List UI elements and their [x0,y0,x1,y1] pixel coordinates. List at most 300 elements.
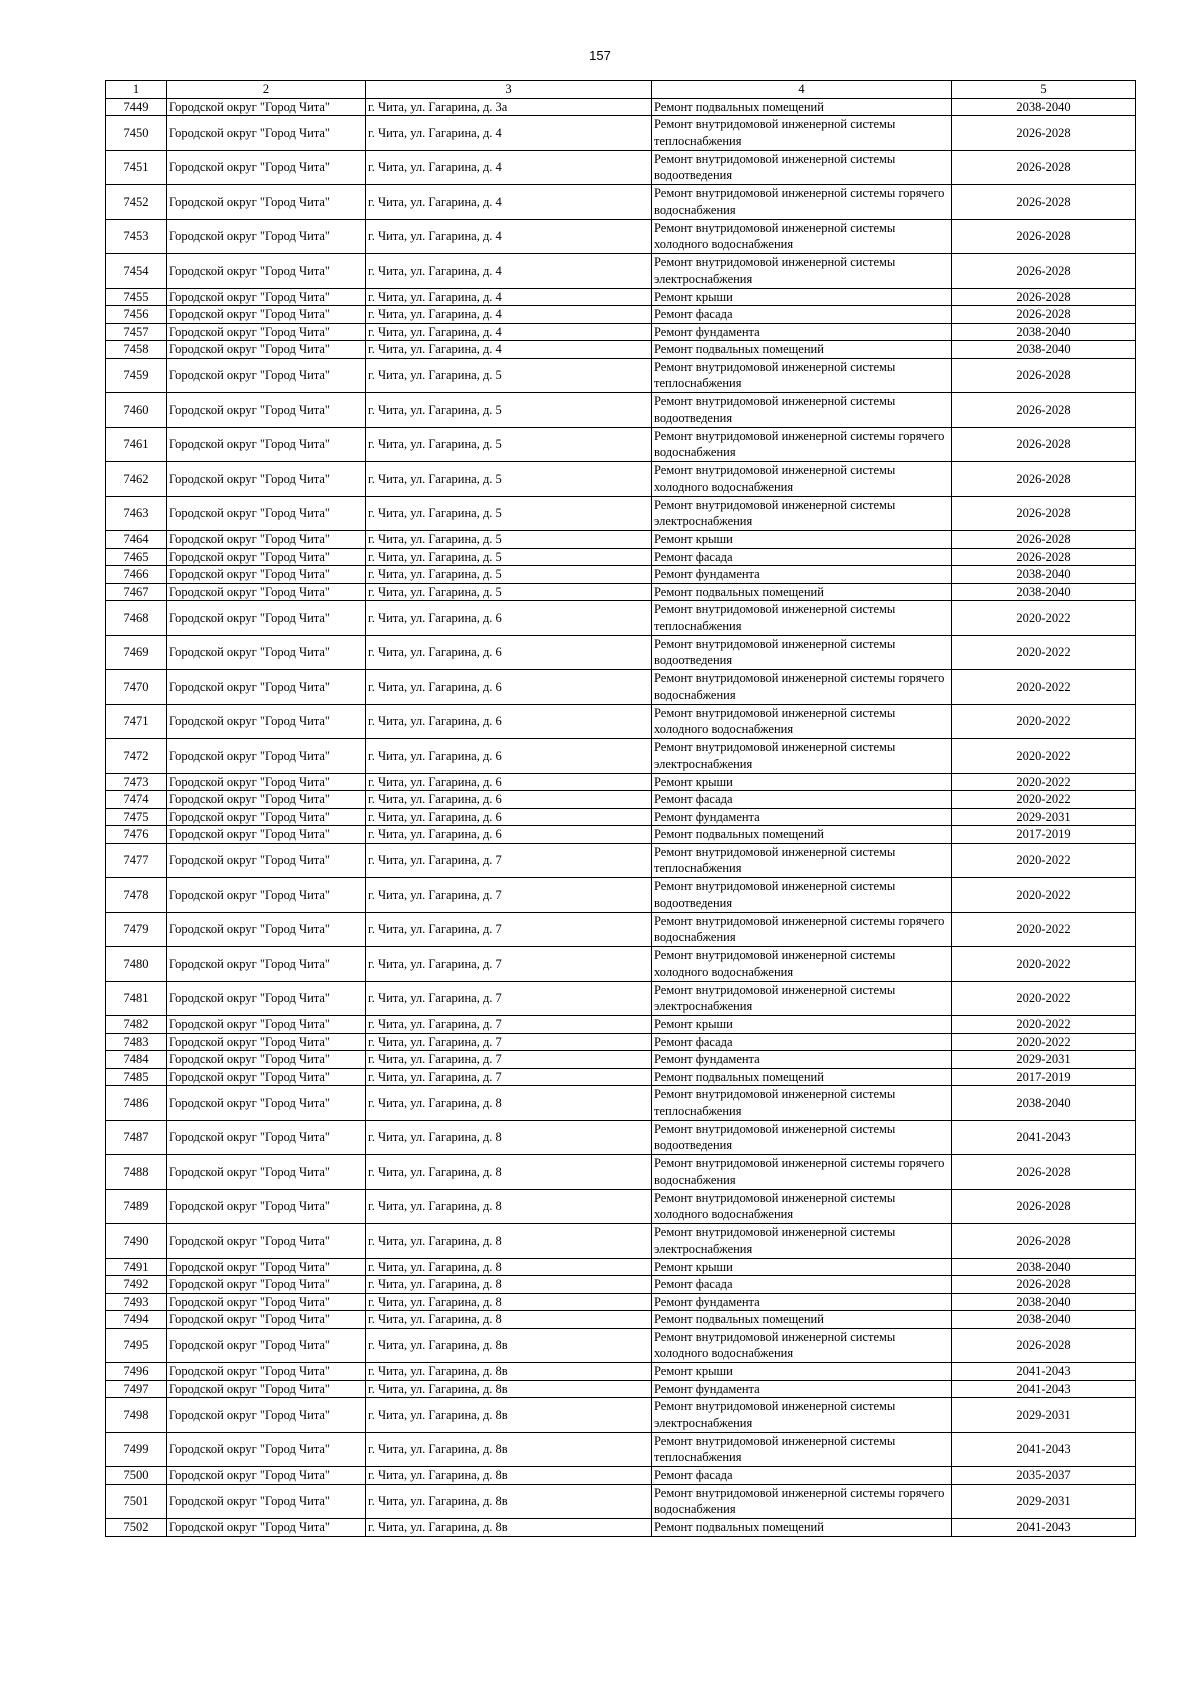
work-type-cell: Ремонт фасада [652,791,952,809]
row-number-cell: 7470 [106,670,167,705]
period-cell: 2026-2028 [952,116,1136,151]
work-type-cell: Ремонт внутридомовой инженерной системы теплоснабжения [652,601,952,636]
work-type-cell: Ремонт внутридомовой инженерной системы теплоснабжения [652,358,952,393]
municipality-cell: Городской округ "Город Чита" [167,1189,366,1224]
municipality-cell: Городской округ "Город Чита" [167,531,366,549]
work-type-cell: Ремонт внутридомовой инженерной системы электроснабжения [652,739,952,774]
municipality-cell: Городской округ "Город Чита" [167,1432,366,1467]
row-number-cell: 7493 [106,1293,167,1311]
municipality-cell: Городской округ "Город Чита" [167,704,366,739]
table-row [106,1432,1136,1467]
table-row [106,947,1136,982]
address-cell: г. Чита, ул. Гагарина, д. 7 [366,912,652,947]
municipality-cell: Городской округ "Город Чита" [167,288,366,306]
municipality-cell: Городской округ "Город Чита" [167,773,366,791]
period-cell: 2026-2028 [952,548,1136,566]
period-cell: 2026-2028 [952,358,1136,393]
row-number-cell: 7485 [106,1068,167,1086]
row-number-cell: 7486 [106,1086,167,1121]
work-type-cell: Ремонт внутридомовой инженерной системы водоотведения [652,635,952,670]
row-number-cell: 7492 [106,1276,167,1294]
municipality-cell: Городской округ "Город Чита" [167,566,366,584]
address-cell: г. Чита, ул. Гагарина, д. 8в [366,1380,652,1398]
row-number-cell: 7474 [106,791,167,809]
municipality-cell: Городской округ "Город Чита" [167,912,366,947]
period-cell: 2017-2019 [952,826,1136,844]
period-cell: 2026-2028 [952,1189,1136,1224]
period-cell: 2029-2031 [952,1484,1136,1519]
period-cell: 2041-2043 [952,1120,1136,1155]
work-type-cell: Ремонт фасада [652,1276,952,1294]
row-number-cell: 7471 [106,704,167,739]
capital-repair-table [105,80,1136,1537]
address-cell: г. Чита, ул. Гагарина, д. 7 [366,947,652,982]
row-number-cell: 7500 [106,1467,167,1485]
address-cell: г. Чита, ул. Гагарина, д. 4 [366,288,652,306]
work-type-cell: Ремонт внутридомовой инженерной системы холодного водоснабжения [652,219,952,254]
address-cell: г. Чита, ул. Гагарина, д. 5 [366,531,652,549]
row-number-cell: 7482 [106,1016,167,1034]
table-row [106,1380,1136,1398]
period-cell: 2026-2028 [952,254,1136,289]
row-number-cell: 7496 [106,1363,167,1381]
address-cell: г. Чита, ул. Гагарина, д. 6 [366,704,652,739]
work-type-cell: Ремонт фундамента [652,323,952,341]
address-cell: г. Чита, ул. Гагарина, д. 8 [366,1155,652,1190]
address-cell: г. Чита, ул. Гагарина, д. 8 [366,1311,652,1329]
address-cell: г. Чита, ул. Гагарина, д. 8 [366,1276,652,1294]
address-cell: г. Чита, ул. Гагарина, д. 5 [366,583,652,601]
address-cell: г. Чита, ул. Гагарина, д. 4 [366,306,652,324]
municipality-cell: Городской округ "Город Чита" [167,254,366,289]
work-type-cell: Ремонт внутридомовой инженерной системы теплоснабжения [652,1432,952,1467]
period-cell: 2026-2028 [952,219,1136,254]
municipality-cell: Городской округ "Город Чита" [167,427,366,462]
municipality-cell: Городской округ "Город Чита" [167,306,366,324]
row-number-cell: 7463 [106,496,167,531]
table-row [106,1016,1136,1034]
table-row [106,1484,1136,1519]
table-row [106,150,1136,185]
period-cell: 2020-2022 [952,878,1136,913]
row-number-cell: 7455 [106,288,167,306]
table-row [106,1276,1136,1294]
municipality-cell: Городской округ "Город Чита" [167,1258,366,1276]
table-body [106,98,1136,1536]
municipality-cell: Городской округ "Город Чита" [167,583,366,601]
work-type-cell: Ремонт подвальных помещений [652,341,952,359]
municipality-cell: Городской округ "Город Чита" [167,826,366,844]
row-number-cell: 7476 [106,826,167,844]
row-number-cell: 7472 [106,739,167,774]
work-type-cell: Ремонт фундамента [652,808,952,826]
work-type-cell: Ремонт внутридомовой инженерной системы холодного водоснабжения [652,1328,952,1363]
address-cell: г. Чита, ул. Гагарина, д. 8в [366,1484,652,1519]
row-number-cell: 7501 [106,1484,167,1519]
table-row [106,288,1136,306]
work-type-cell: Ремонт крыши [652,1363,952,1381]
work-type-cell: Ремонт крыши [652,1016,952,1034]
period-cell: 2026-2028 [952,1328,1136,1363]
municipality-cell: Городской округ "Город Чита" [167,393,366,428]
period-cell: 2041-2043 [952,1519,1136,1537]
period-cell: 2026-2028 [952,288,1136,306]
row-number-cell: 7466 [106,566,167,584]
table-row [106,341,1136,359]
work-type-cell: Ремонт внутридомовой инженерной системы водоотведения [652,878,952,913]
address-cell: г. Чита, ул. Гагарина, д. 7 [366,1051,652,1069]
municipality-cell: Городской округ "Город Чита" [167,1155,366,1190]
table-row [106,826,1136,844]
work-type-cell: Ремонт внутридомовой инженерной системы теплоснабжения [652,843,952,878]
column-header-1: 1 [106,81,167,99]
municipality-cell: Городской округ "Город Чита" [167,1311,366,1329]
row-number-cell: 7490 [106,1224,167,1259]
row-number-cell: 7479 [106,912,167,947]
row-number-cell: 7480 [106,947,167,982]
table-row [106,1068,1136,1086]
municipality-cell: Городской округ "Город Чита" [167,98,366,116]
row-number-cell: 7497 [106,1380,167,1398]
table-row [106,254,1136,289]
address-cell: г. Чита, ул. Гагарина, д. 4 [366,341,652,359]
address-cell: г. Чита, ул. Гагарина, д. 4 [366,150,652,185]
address-cell: г. Чита, ул. Гагарина, д. 7 [366,1068,652,1086]
municipality-cell: Городской округ "Город Чита" [167,185,366,220]
row-number-cell: 7495 [106,1328,167,1363]
address-cell: г. Чита, ул. Гагарина, д. 3а [366,98,652,116]
table-row [106,306,1136,324]
address-cell: г. Чита, ул. Гагарина, д. 5 [366,496,652,531]
municipality-cell: Городской округ "Город Чита" [167,1033,366,1051]
row-number-cell: 7502 [106,1519,167,1537]
work-type-cell: Ремонт подвальных помещений [652,98,952,116]
table-row [106,548,1136,566]
work-type-cell: Ремонт внутридомовой инженерной системы холодного водоснабжения [652,947,952,982]
period-cell: 2038-2040 [952,1311,1136,1329]
municipality-cell: Городской округ "Город Чита" [167,1467,366,1485]
address-cell: г. Чита, ул. Гагарина, д. 6 [366,739,652,774]
work-type-cell: Ремонт фундамента [652,566,952,584]
row-number-cell: 7494 [106,1311,167,1329]
address-cell: г. Чита, ул. Гагарина, д. 8 [366,1224,652,1259]
work-type-cell: Ремонт подвальных помещений [652,583,952,601]
municipality-cell: Городской округ "Город Чита" [167,1068,366,1086]
period-cell: 2038-2040 [952,1086,1136,1121]
address-cell: г. Чита, ул. Гагарина, д. 5 [366,358,652,393]
address-cell: г. Чита, ул. Гагарина, д. 8 [366,1086,652,1121]
municipality-cell: Городской округ "Город Чита" [167,1086,366,1121]
address-cell: г. Чита, ул. Гагарина, д. 5 [366,462,652,497]
address-cell: г. Чита, ул. Гагарина, д. 6 [366,601,652,636]
period-cell: 2020-2022 [952,704,1136,739]
address-cell: г. Чита, ул. Гагарина, д. 5 [366,427,652,462]
municipality-cell: Городской округ "Город Чита" [167,1224,366,1259]
header-row [106,81,1136,99]
address-cell: г. Чита, ул. Гагарина, д. 7 [366,1016,652,1034]
period-cell: 2020-2022 [952,912,1136,947]
table-row [106,635,1136,670]
row-number-cell: 7464 [106,531,167,549]
table-row [106,219,1136,254]
work-type-cell: Ремонт внутридомовой инженерной системы горячего водоснабжения [652,185,952,220]
row-number-cell: 7498 [106,1398,167,1433]
work-type-cell: Ремонт внутридомовой инженерной системы электроснабжения [652,254,952,289]
work-type-cell: Ремонт крыши [652,531,952,549]
address-cell: г. Чита, ул. Гагарина, д. 7 [366,981,652,1016]
address-cell: г. Чита, ул. Гагарина, д. 8в [366,1432,652,1467]
municipality-cell: Городской округ "Город Чита" [167,1016,366,1034]
address-cell: г. Чита, ул. Гагарина, д. 6 [366,826,652,844]
table-row [106,1120,1136,1155]
work-type-cell: Ремонт фасада [652,1033,952,1051]
row-number-cell: 7469 [106,635,167,670]
row-number-cell: 7483 [106,1033,167,1051]
municipality-cell: Городской округ "Город Чита" [167,548,366,566]
row-number-cell: 7451 [106,150,167,185]
municipality-cell: Городской округ "Город Чита" [167,358,366,393]
table-row [106,843,1136,878]
row-number-cell: 7467 [106,583,167,601]
address-cell: г. Чита, ул. Гагарина, д. 6 [366,808,652,826]
row-number-cell: 7487 [106,1120,167,1155]
table-row [106,1363,1136,1381]
table-row [106,1224,1136,1259]
column-header-5: 5 [952,81,1136,99]
period-cell: 2020-2022 [952,947,1136,982]
period-cell: 2026-2028 [952,1276,1136,1294]
period-cell: 2026-2028 [952,496,1136,531]
address-cell: г. Чита, ул. Гагарина, д. 4 [366,219,652,254]
table-row [106,462,1136,497]
period-cell: 2041-2043 [952,1380,1136,1398]
work-type-cell: Ремонт внутридомовой инженерной системы горячего водоснабжения [652,912,952,947]
period-cell: 2020-2022 [952,635,1136,670]
work-type-cell: Ремонт внутридомовой инженерной системы горячего водоснабжения [652,1484,952,1519]
table-row [106,98,1136,116]
address-cell: г. Чита, ул. Гагарина, д. 7 [366,843,652,878]
municipality-cell: Городской округ "Город Чита" [167,1120,366,1155]
municipality-cell: Городской округ "Город Чита" [167,808,366,826]
work-type-cell: Ремонт подвальных помещений [652,1068,952,1086]
municipality-cell: Городской округ "Город Чита" [167,981,366,1016]
period-cell: 2029-2031 [952,808,1136,826]
address-cell: г. Чита, ул. Гагарина, д. 8в [366,1467,652,1485]
work-type-cell: Ремонт внутридомовой инженерной системы водоотведения [652,150,952,185]
table-row [106,358,1136,393]
address-cell: г. Чита, ул. Гагарина, д. 8 [366,1189,652,1224]
table-row [106,1258,1136,1276]
table-row [106,739,1136,774]
work-type-cell: Ремонт внутридомовой инженерной системы горячего водоснабжения [652,427,952,462]
period-cell: 2020-2022 [952,843,1136,878]
work-type-cell: Ремонт крыши [652,773,952,791]
table-row [106,583,1136,601]
table-row [106,393,1136,428]
table-row [106,1293,1136,1311]
table-row [106,773,1136,791]
address-cell: г. Чита, ул. Гагарина, д. 6 [366,670,652,705]
row-number-cell: 7450 [106,116,167,151]
work-type-cell: Ремонт внутридомовой инженерной системы холодного водоснабжения [652,704,952,739]
address-cell: г. Чита, ул. Гагарина, д. 4 [366,323,652,341]
table-row [106,185,1136,220]
work-type-cell: Ремонт подвальных помещений [652,1311,952,1329]
table-row [106,1467,1136,1485]
address-cell: г. Чита, ул. Гагарина, д. 6 [366,773,652,791]
period-cell: 2020-2022 [952,601,1136,636]
table-row [106,1086,1136,1121]
period-cell: 2029-2031 [952,1398,1136,1433]
address-cell: г. Чита, ул. Гагарина, д. 8в [366,1328,652,1363]
work-type-cell: Ремонт внутридомовой инженерной системы водоотведения [652,393,952,428]
period-cell: 2026-2028 [952,185,1136,220]
period-cell: 2038-2040 [952,323,1136,341]
work-type-cell: Ремонт фасада [652,548,952,566]
municipality-cell: Городской округ "Город Чита" [167,462,366,497]
row-number-cell: 7459 [106,358,167,393]
municipality-cell: Городской округ "Город Чита" [167,947,366,982]
table-row [106,323,1136,341]
period-cell: 2041-2043 [952,1432,1136,1467]
period-cell: 2038-2040 [952,1293,1136,1311]
row-number-cell: 7488 [106,1155,167,1190]
work-type-cell: Ремонт внутридомовой инженерной системы электроснабжения [652,981,952,1016]
work-type-cell: Ремонт внутридомовой инженерной системы водоотведения [652,1120,952,1155]
period-cell: 2020-2022 [952,1016,1136,1034]
table-row [106,981,1136,1016]
table-row [106,878,1136,913]
row-number-cell: 7473 [106,773,167,791]
work-type-cell: Ремонт подвальных помещений [652,826,952,844]
period-cell: 2020-2022 [952,773,1136,791]
address-cell: г. Чита, ул. Гагарина, д. 4 [366,116,652,151]
address-cell: г. Чита, ул. Гагарина, д. 4 [366,254,652,289]
period-cell: 2026-2028 [952,306,1136,324]
work-type-cell: Ремонт фундамента [652,1380,952,1398]
period-cell: 2020-2022 [952,791,1136,809]
row-number-cell: 7499 [106,1432,167,1467]
municipality-cell: Городской округ "Город Чита" [167,1363,366,1381]
work-type-cell: Ремонт фундамента [652,1051,952,1069]
table-row [106,1398,1136,1433]
municipality-cell: Городской округ "Город Чита" [167,1398,366,1433]
work-type-cell: Ремонт фасада [652,306,952,324]
row-number-cell: 7465 [106,548,167,566]
work-type-cell: Ремонт внутридомовой инженерной системы электроснабжения [652,1224,952,1259]
period-cell: 2038-2040 [952,566,1136,584]
period-cell: 2026-2028 [952,462,1136,497]
address-cell: г. Чита, ул. Гагарина, д. 6 [366,791,652,809]
work-type-cell: Ремонт крыши [652,1258,952,1276]
period-cell: 2020-2022 [952,670,1136,705]
row-number-cell: 7489 [106,1189,167,1224]
municipality-cell: Городской округ "Город Чита" [167,323,366,341]
row-number-cell: 7462 [106,462,167,497]
municipality-cell: Городской округ "Город Чита" [167,1276,366,1294]
row-number-cell: 7475 [106,808,167,826]
period-cell: 2026-2028 [952,531,1136,549]
address-cell: г. Чита, ул. Гагарина, д. 7 [366,878,652,913]
period-cell: 2038-2040 [952,1258,1136,1276]
period-cell: 2020-2022 [952,739,1136,774]
row-number-cell: 7491 [106,1258,167,1276]
table-row [106,791,1136,809]
work-type-cell: Ремонт внутридомовой инженерной системы электроснабжения [652,1398,952,1433]
address-cell: г. Чита, ул. Гагарина, д. 8в [366,1398,652,1433]
municipality-cell: Городской округ "Город Чита" [167,1484,366,1519]
table-row [106,1155,1136,1190]
table-row [106,1189,1136,1224]
period-cell: 2026-2028 [952,427,1136,462]
table-row [106,1328,1136,1363]
table-row [106,1311,1136,1329]
municipality-cell: Городской округ "Город Чита" [167,878,366,913]
period-cell: 2017-2019 [952,1068,1136,1086]
table-row [106,531,1136,549]
address-cell: г. Чита, ул. Гагарина, д. 8в [366,1519,652,1537]
work-type-cell: Ремонт внутридомовой инженерной системы горячего водоснабжения [652,670,952,705]
municipality-cell: Городской округ "Город Чита" [167,116,366,151]
address-cell: г. Чита, ул. Гагарина, д. 8 [366,1258,652,1276]
municipality-cell: Городской округ "Город Чита" [167,341,366,359]
table-row [106,912,1136,947]
address-cell: г. Чита, ул. Гагарина, д. 8 [366,1120,652,1155]
period-cell: 2038-2040 [952,341,1136,359]
row-number-cell: 7478 [106,878,167,913]
row-number-cell: 7461 [106,427,167,462]
municipality-cell: Городской округ "Город Чита" [167,1519,366,1537]
municipality-cell: Городской округ "Город Чита" [167,791,366,809]
address-cell: г. Чита, ул. Гагарина, д. 5 [366,548,652,566]
work-type-cell: Ремонт внутридомовой инженерной системы теплоснабжения [652,1086,952,1121]
table-row [106,496,1136,531]
work-type-cell: Ремонт внутридомовой инженерной системы холодного водоснабжения [652,462,952,497]
municipality-cell: Городской округ "Город Чита" [167,1328,366,1363]
municipality-cell: Городской округ "Город Чита" [167,843,366,878]
column-header-4: 4 [652,81,952,99]
table-row [106,670,1136,705]
municipality-cell: Городской округ "Город Чита" [167,670,366,705]
period-cell: 2026-2028 [952,393,1136,428]
row-number-cell: 7477 [106,843,167,878]
table-row [106,1051,1136,1069]
period-cell: 2026-2028 [952,1224,1136,1259]
table-row [106,808,1136,826]
municipality-cell: Городской округ "Город Чита" [167,1051,366,1069]
row-number-cell: 7454 [106,254,167,289]
municipality-cell: Городской округ "Город Чита" [167,1293,366,1311]
row-number-cell: 7453 [106,219,167,254]
work-type-cell: Ремонт внутридомовой инженерной системы электроснабжения [652,496,952,531]
table-row [106,1519,1136,1537]
period-cell: 2020-2022 [952,1033,1136,1051]
period-cell: 2026-2028 [952,1155,1136,1190]
period-cell: 2035-2037 [952,1467,1136,1485]
work-type-cell: Ремонт подвальных помещений [652,1519,952,1537]
address-cell: г. Чита, ул. Гагарина, д. 7 [366,1033,652,1051]
page-number: 157 [589,48,611,63]
municipality-cell: Городской округ "Город Чита" [167,150,366,185]
period-cell: 2020-2022 [952,981,1136,1016]
work-type-cell: Ремонт внутридомовой инженерной системы теплоснабжения [652,116,952,151]
table-row [106,601,1136,636]
period-cell: 2026-2028 [952,150,1136,185]
address-cell: г. Чита, ул. Гагарина, д. 5 [366,566,652,584]
municipality-cell: Городской округ "Город Чита" [167,496,366,531]
table-row [106,427,1136,462]
address-cell: г. Чита, ул. Гагарина, д. 5 [366,393,652,428]
